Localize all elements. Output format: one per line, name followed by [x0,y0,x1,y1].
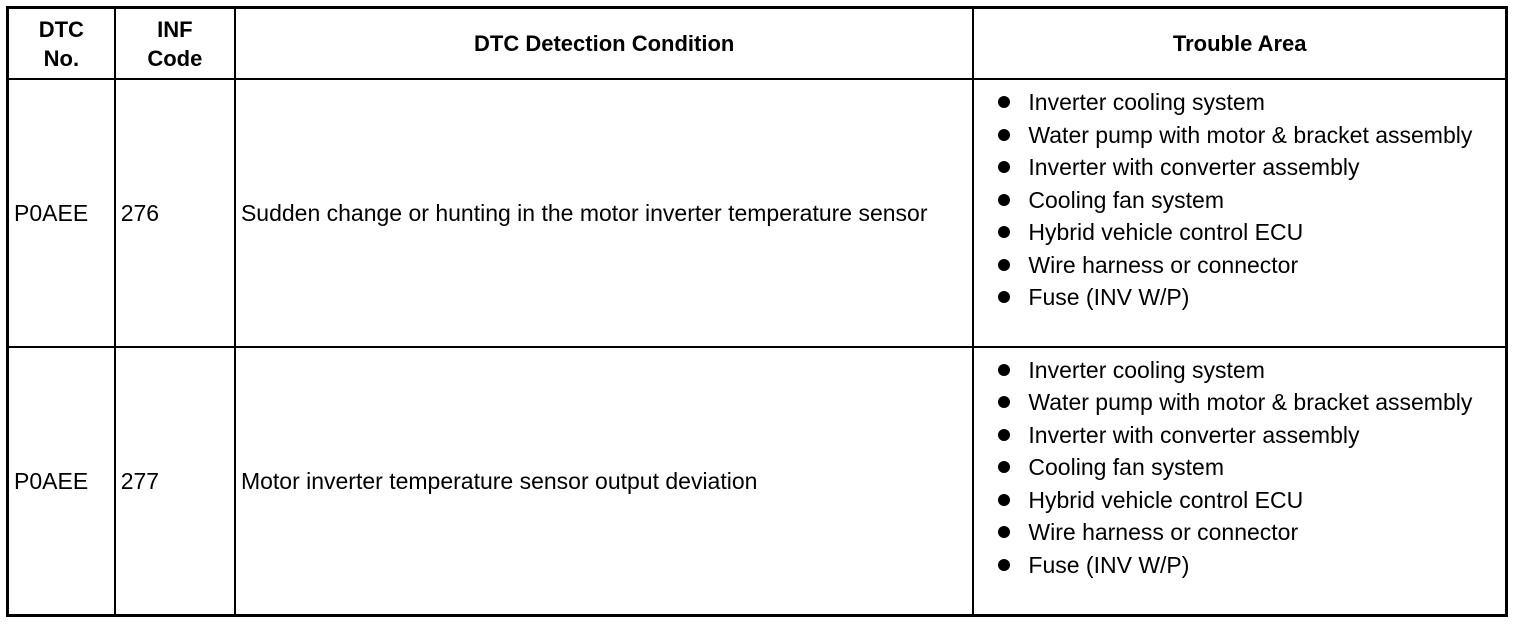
inf-code-cell: 277 [115,347,235,616]
trouble-area-list [996,354,1505,582]
bullet-icon [998,129,1010,141]
list-item: Wire harness or connector [996,249,1505,282]
detection-condition-cell: Sudden change or hunting in the motor inverter temperature sensor [235,79,973,347]
bullet-icon [998,559,1010,571]
header-detection-condition: DTC Detection Condition [235,8,973,80]
table-row [8,347,1507,616]
bullet-icon [998,291,1010,303]
bullet-icon [998,494,1010,506]
trouble-area-list [996,86,1505,314]
bullet-icon [998,364,1010,376]
list-item: Water pump with motor & bracket assembly [996,119,1505,152]
dtc-no-cell: P0AEE [8,79,115,347]
bullet-icon [998,194,1010,206]
trouble-area-cell [973,79,1506,347]
dtc-no-cell: P0AEE [8,347,115,616]
list-item: Inverter with converter assembly [996,151,1505,184]
list-item: Cooling fan system [996,184,1505,217]
dtc-table [6,6,1508,617]
bullet-icon [998,161,1010,173]
detection-condition-cell: Motor inverter temperature sensor output deviation [235,347,973,616]
list-item: Wire harness or connector [996,516,1505,549]
header-dtc-no: DTC No. [8,8,115,80]
header-row [8,8,1507,80]
bullet-icon [998,259,1010,271]
bullet-icon [998,461,1010,473]
bullet-icon [998,226,1010,238]
list-item: Inverter cooling system [996,86,1505,119]
trouble-area-cell [973,347,1506,616]
list-item: Hybrid vehicle control ECU [996,216,1505,249]
header-trouble-area: Trouble Area [973,8,1506,80]
list-item: Water pump with motor & bracket assembly [996,386,1505,419]
list-item: Inverter cooling system [996,354,1505,387]
bullet-icon [998,526,1010,538]
list-item: Fuse (INV W/P) [996,281,1505,314]
bullet-icon [998,396,1010,408]
bullet-icon [998,429,1010,441]
list-item: Cooling fan system [996,451,1505,484]
inf-code-cell: 276 [115,79,235,347]
list-item: Inverter with converter assembly [996,419,1505,452]
table-row [8,79,1507,347]
list-item: Fuse (INV W/P) [996,549,1505,582]
bullet-icon [998,96,1010,108]
list-item: Hybrid vehicle control ECU [996,484,1505,517]
header-inf-code: INF Code [115,8,235,80]
